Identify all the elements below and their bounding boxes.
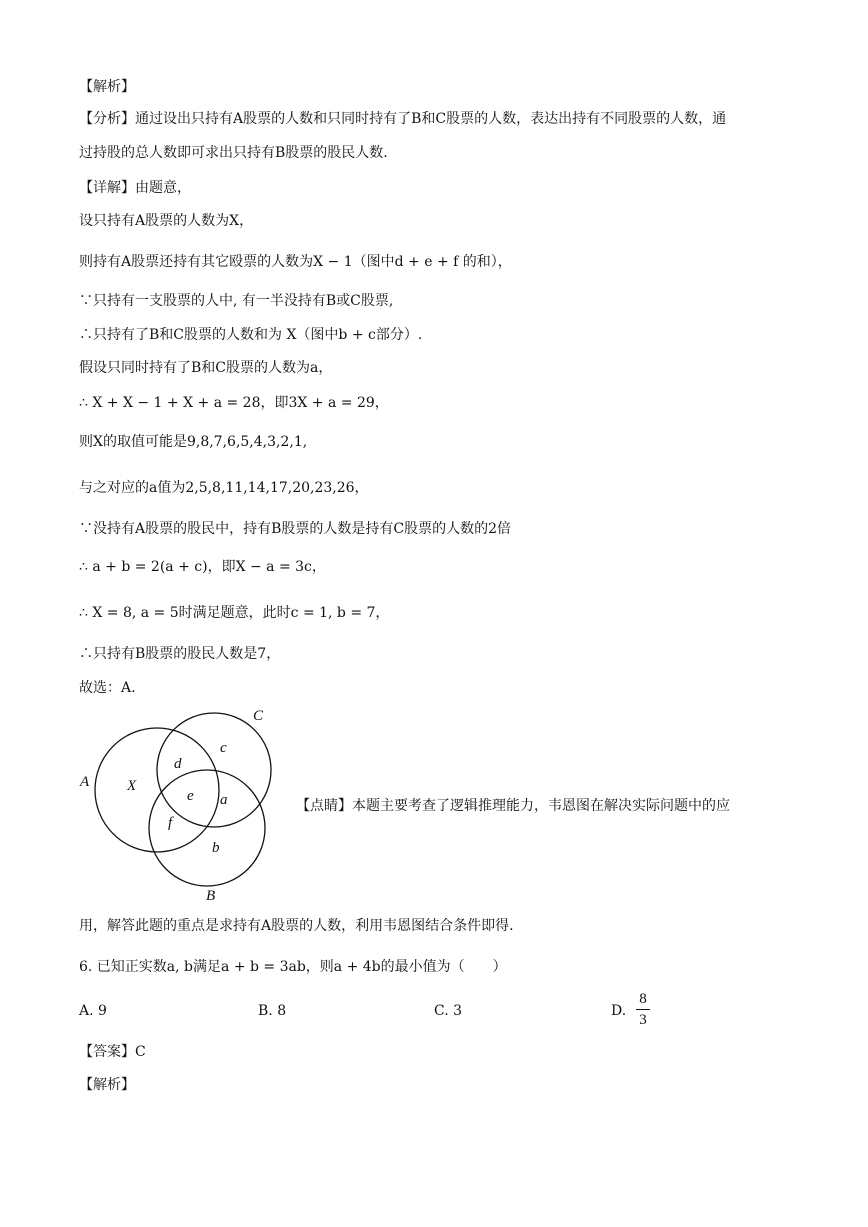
section-heading-analysis-2: 【解析】 [79,1077,135,1093]
detail-line: ∴ X = 8, a = 5时满足题意，此时c = 1, b = 7， [79,605,390,621]
detail-line: 设只持有A股票的人数为X， [79,213,254,229]
option-d-fraction [636,990,650,1029]
venn-label-B: B [206,888,216,904]
circle-a [95,728,219,852]
analysis-text-2: 过持股的总人数即可求出只持有B股票的股民人数. [79,145,388,161]
venn-region-d: d [174,756,182,772]
analysis-text-1: 【分析】通过设出只持有A股票的人数和只同时持有了B和C股票的人数，表达出持有不同股票的人数，通 [79,111,727,127]
option-b: B. 8 [258,1003,287,1019]
venn-label-A: A [80,774,90,790]
answer-label: 【答案】C [79,1044,146,1060]
detail-line: ∴只持有了B和C股票的人数和为 X（图中b + c部分）. [79,327,423,343]
venn-region-e: e [187,788,194,804]
venn-region-c: c [220,740,227,756]
venn-region-a: a [220,792,228,808]
circle-b [149,770,265,886]
fraction-denominator: 3 [639,1012,647,1028]
venn-diagram [72,700,292,910]
venn-region-f: f [168,815,173,831]
option-d: D. [611,1003,627,1019]
detail-line: ∵没持有A股票的股民中，持有B股票的人数是持有C股票的人数的2倍 [79,521,512,537]
detail-line: 则X的取值可能是9,8,7,6,5,4,3,2,1, [79,434,308,450]
option-a: A. 9 [79,1003,107,1019]
detail-line: 假设只同时持有了B和C股票的人数为a， [79,360,333,376]
detail-heading: 【详解】由题意， [79,180,191,196]
venn-region-b: b [212,840,220,856]
answer-choice: 故选：A. [79,680,136,696]
section-heading-analysis: 【解析】 [79,79,135,95]
venn-label-C: C [253,708,264,724]
equation-line: ∴ a + b = 2(a + c)，即X − a = 3c， [79,559,326,575]
note-text-1: 【点睛】本题主要考查了逻辑推理能力，韦恩图在解决实际问题中的应 [296,798,730,814]
question-6: 6. 已知正实数a, b满足a + b = 3ab，则a + 4b的最小值为（ ） [79,959,507,975]
detail-line: ∴只持有B股票的股民人数是7， [79,646,281,662]
fraction-bar [636,1009,650,1010]
option-c: C. 3 [434,1003,463,1019]
detail-line: 与之对应的a值为2,5,8,11,14,17,20,23,26， [79,480,369,496]
detail-line: ∵只持有一支股票的人中, 有一半没持有B或C股票, [79,293,394,309]
note-text-2: 用，解答此题的重点是求持有A股票的人数，利用韦恩图结合条件即得. [79,918,514,934]
equation-line: ∴ X + X − 1 + X + a = 28，即3X + a = 29， [79,395,389,411]
venn-region-X: X [127,778,137,794]
detail-line: 则持有A股票还持有其它殴票的人数为X − 1（图中d + e + f 的和）， [79,254,512,270]
fraction-numerator: 8 [639,991,647,1007]
